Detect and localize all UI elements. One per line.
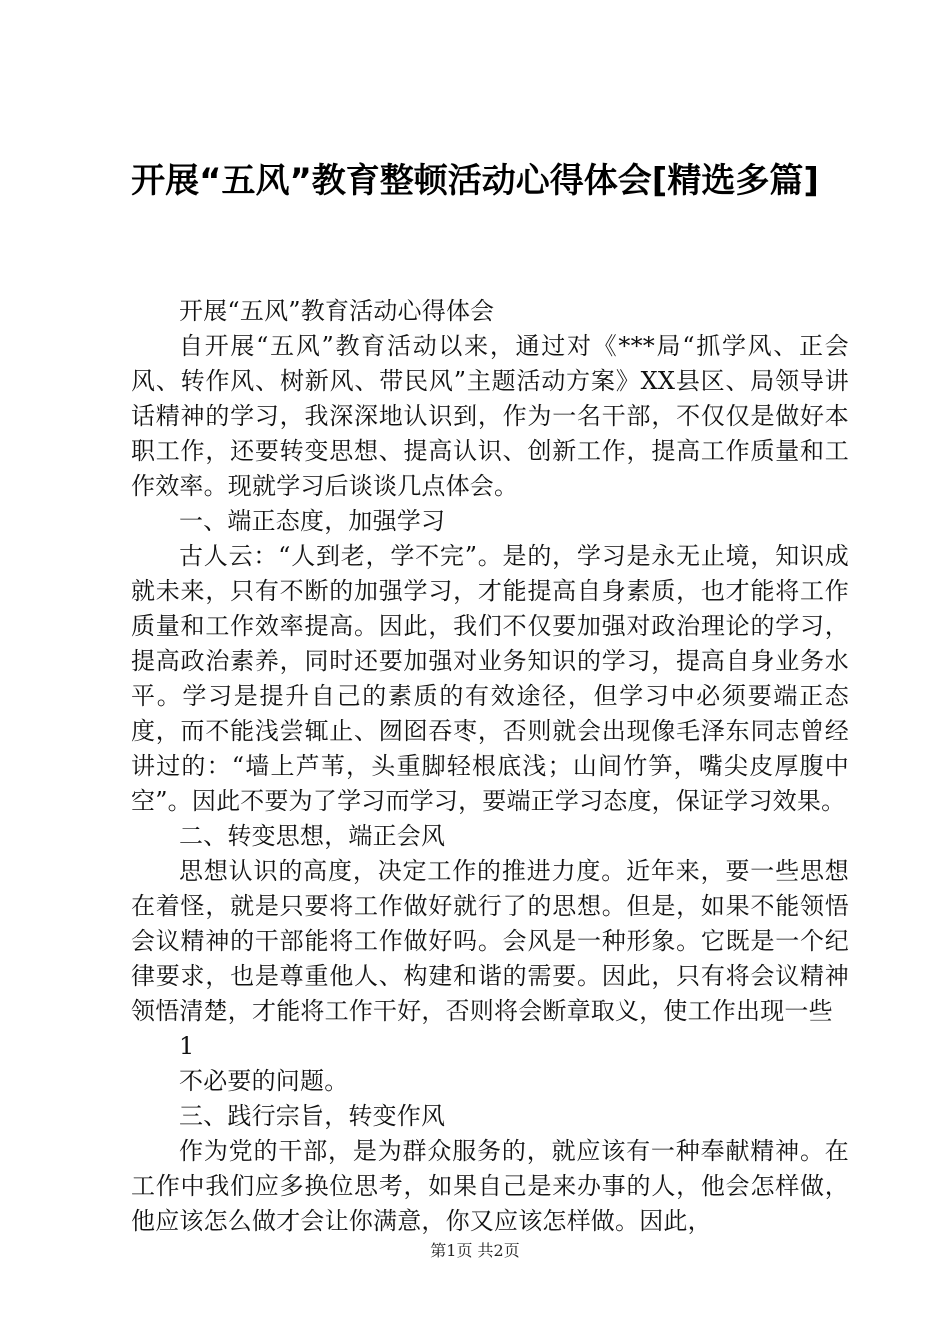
section-heading-1: 一、端正态度，加强学习 xyxy=(179,507,446,535)
inline-page-marker: 1 xyxy=(179,1032,195,1060)
document-body xyxy=(131,294,849,1239)
paragraph-section-2: 思想认识的高度，决定工作的推进力度。近年来，要一些思想在着怪，就是只要将工作做好就行了的思想。但是，如果不能领悟会议精神的干部能将工作做好吗。会风是一种形象。它既是一个纪律要求，也是尊重他人、构建和谐的需要。因此，只有将会议精神领悟清楚，才能将工作干好，否则将会断章取义，使工作出现一些 xyxy=(131,857,849,1025)
page-footer: 第1页 共2页 xyxy=(430,1241,520,1260)
paragraph-section-3: 作为党的干部，是为群众服务的，就应该有一种奉献精神。在工作中我们应多换位思考，如果自己是来办事的人，他会怎样做，他应该怎么做才会让你满意，你又应该怎样做。因此， xyxy=(131,1137,849,1235)
paragraph-intro: 自开展“五风”教育活动以来，通过对《***局“抓学风、正会风、转作风、树新风、带民风”主题活动方案》XX县区、局领导讲话精神的学习，我深深地认识到，作为一名干部，不仅仅是做好本职工作，还要转变思想、提高认识、创新工作，提高工作质量和工作效率。现就学习后谈谈几点体会。 xyxy=(131,332,849,500)
section-heading-2: 二、转变思想，端正会风 xyxy=(179,822,446,850)
paragraph-continuation: 不必要的问题。 xyxy=(179,1067,349,1095)
paragraph-subtitle: 开展“五风”教育活动心得体会 xyxy=(179,297,495,325)
paragraph-section-1: 古人云：“人到老，学不完”。是的，学习是永无止境，知识成就未来，只有不断的加强学习，才能提高自身素质，也才能将工作质量和工作效率提高。因此，我们不仅要加强对政治理论的学习，提高政治素养，同时还要加强对业务知识的学习，提高自身业务水平。学习是提升自己的素质的有效途径，但学习中必须要端正态度，而不能浅尝辄止、囫囵吞枣，否则就会出现像毛泽东同志曾经讲过的：“墙上芦苇，头重脚轻根底浅；山间竹笋，嘴尖皮厚腹中空”。因此不要为了学习而学习，要端正学习态度，保证学习效果。 xyxy=(131,542,849,815)
document-title: 开展“五风”教育整顿活动心得体会[精选多篇] xyxy=(131,161,819,201)
section-heading-3: 三、践行宗旨，转变作风 xyxy=(179,1102,446,1130)
